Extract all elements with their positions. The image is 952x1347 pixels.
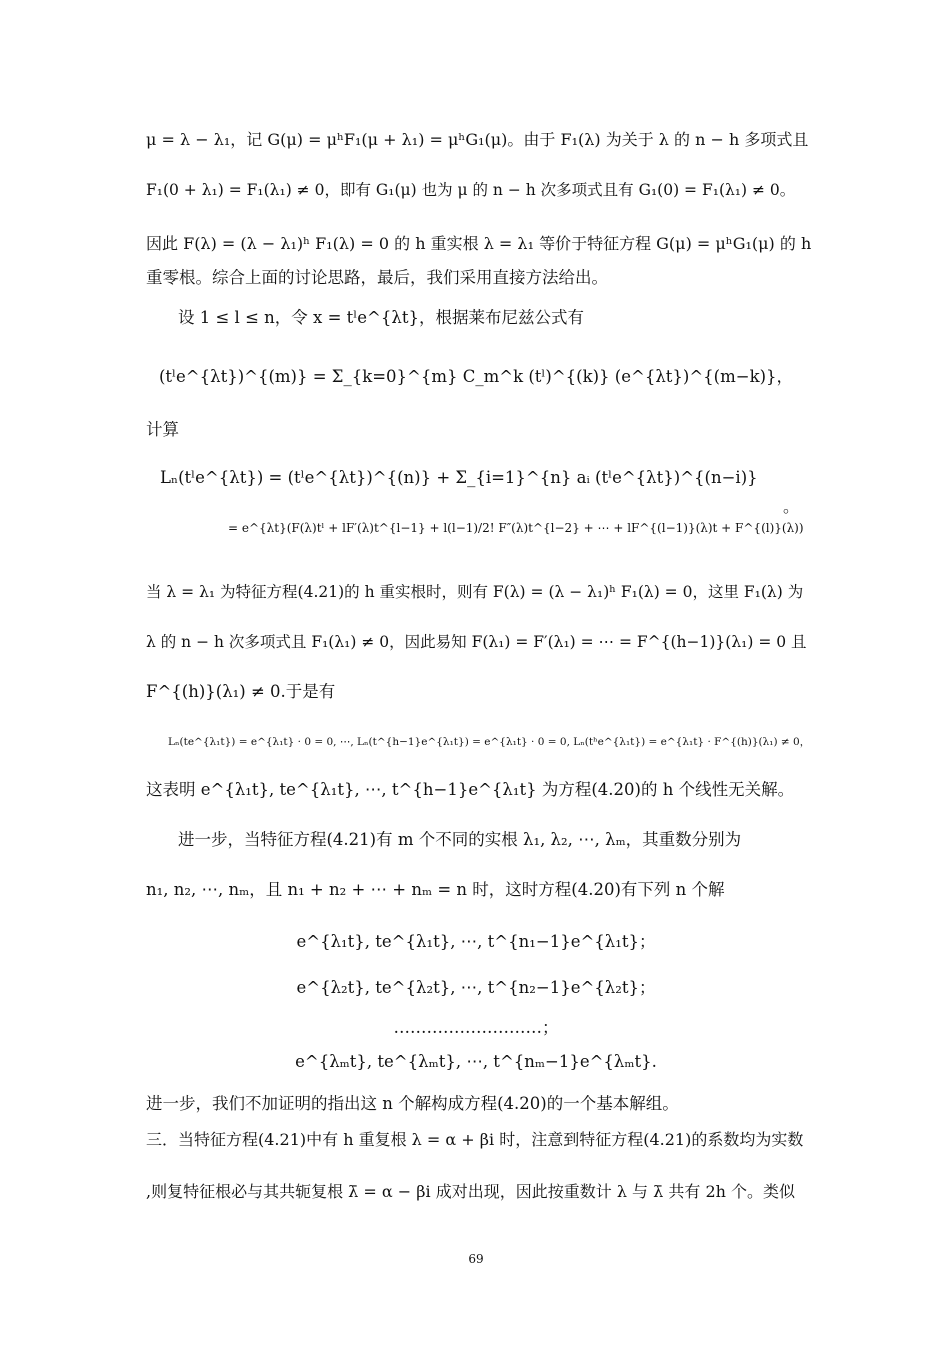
- line-6: 当 λ = λ₁ 为特征方程(4.21)的 h 重实根时，则有 F(λ) = (λ − λ₁)ʰ F₁(λ) = 0，这里 F₁(λ) 为: [146, 583, 804, 601]
- line-7: λ 的 n − h 次多项式且 F₁(λ₁) ≠ 0，因此易知 F(λ₁) = F′(λ₁) = ⋯ = F^{(h−1)}(λ₁) = 0 且: [146, 633, 807, 651]
- operator-equation-1: Lₙ(tˡe^{λt}) = (tˡe^{λt})^{(n)} + Σ_{i=1}^{n} aᵢ (tˡe^{λt})^{(n−i)}: [160, 468, 758, 487]
- operator-values-equation: Lₙ(te^{λ₁t}) = e^{λ₁t} · 0 = 0, ⋯, Lₙ(t^{h−1}e^{λ₁t}) = e^{λ₁t} · 0 = 0, Lₙ(tʰe^{λ₁t}) = e^{λ₁t} · F^{(h)}(λ₁) ≠ 0，: [168, 736, 811, 748]
- solution-row-m: e^{λₘt}, te^{λₘt}, ⋯, t^{nₘ−1}e^{λₘt}.: [295, 1052, 657, 1071]
- line-3: 因此 F(λ) = (λ − λ₁)ʰ F₁(λ) = 0 的 h 重实根 λ = λ₁ 等价于特征方程 G(μ) = μʰG₁(μ) 的 h: [146, 234, 812, 253]
- line-10: 进一步，当特征方程(4.21)有 m 个不同的实根 λ₁, λ₂, ⋯, λₘ，其重数分别为: [178, 830, 742, 849]
- line-13: 三．当特征方程(4.21)中有 h 重复根 λ = α + βi 时，注意到特征方程(4.21)的系数均为实数: [146, 1130, 804, 1149]
- solution-row-dots: ………………………；: [393, 1018, 559, 1037]
- line-8: F^{(h)}(λ₁) ≠ 0.于是有: [146, 682, 336, 701]
- line-11: n₁, n₂, ⋯, nₘ，且 n₁ + n₂ + ⋯ + nₘ = n 时，这时方程(4.20)有下列 n 个解: [146, 880, 725, 899]
- leibniz-formula: (tˡe^{λt})^{(m)} = Σ_{k=0}^{m} C_m^k (tˡ)^{(k)} (e^{λt})^{(m−k)}，: [158, 367, 794, 386]
- line-4: 重零根。综合上面的讨论思路，最后，我们采用直接方法给出。: [146, 268, 608, 287]
- operator-equation-2: = e^{λt}(F(λ)tˡ + lF′(λ)t^{l−1} + l(l−1)/2! F″(λ)t^{l−2} + ⋯ + lF^{(l−1)}(λ)t + F^{(l)}(λ)): [228, 521, 804, 535]
- line-1: μ = λ − λ₁，记 G(μ) = μʰF₁(μ + λ₁) = μʰG₁(μ)。由于 F₁(λ) 为关于 λ 的 n − h 多项式且: [146, 130, 809, 149]
- page-number: 69: [468, 1252, 484, 1266]
- line-5: 设 1 ≤ l ≤ n，令 x = tˡe^{λt}，根据莱布尼兹公式有: [178, 308, 584, 327]
- solution-row-2: e^{λ₂t}, te^{λ₂t}, ⋯, t^{n₂−1}e^{λ₂t}；: [296, 978, 656, 997]
- line-compute: 计算: [146, 420, 179, 439]
- solution-row-1: e^{λ₁t}, te^{λ₁t}, ⋯, t^{n₁−1}e^{λ₁t}；: [296, 932, 656, 951]
- line-9: 这表明 e^{λ₁t}, te^{λ₁t}, ⋯, t^{h−1}e^{λ₁t} 为方程(4.20)的 h 个线性无关解。: [146, 780, 795, 799]
- equation-end-mark: 。: [783, 497, 800, 516]
- line-14: ,则复特征根必与其共轭复根 λ̄ = α − βi 成对出现，因此按重数计 λ 与 λ̄ 共有 2h 个。类似: [146, 1182, 796, 1201]
- line-12: 进一步，我们不加证明的指出这 n 个解构成方程(4.20)的一个基本解组。: [146, 1094, 679, 1113]
- line-2: F₁(0 + λ₁) = F₁(λ₁) ≠ 0，即有 G₁(μ) 也为 μ 的 n − h 次多项式且有 G₁(0) = F₁(λ₁) ≠ 0。: [146, 181, 796, 199]
